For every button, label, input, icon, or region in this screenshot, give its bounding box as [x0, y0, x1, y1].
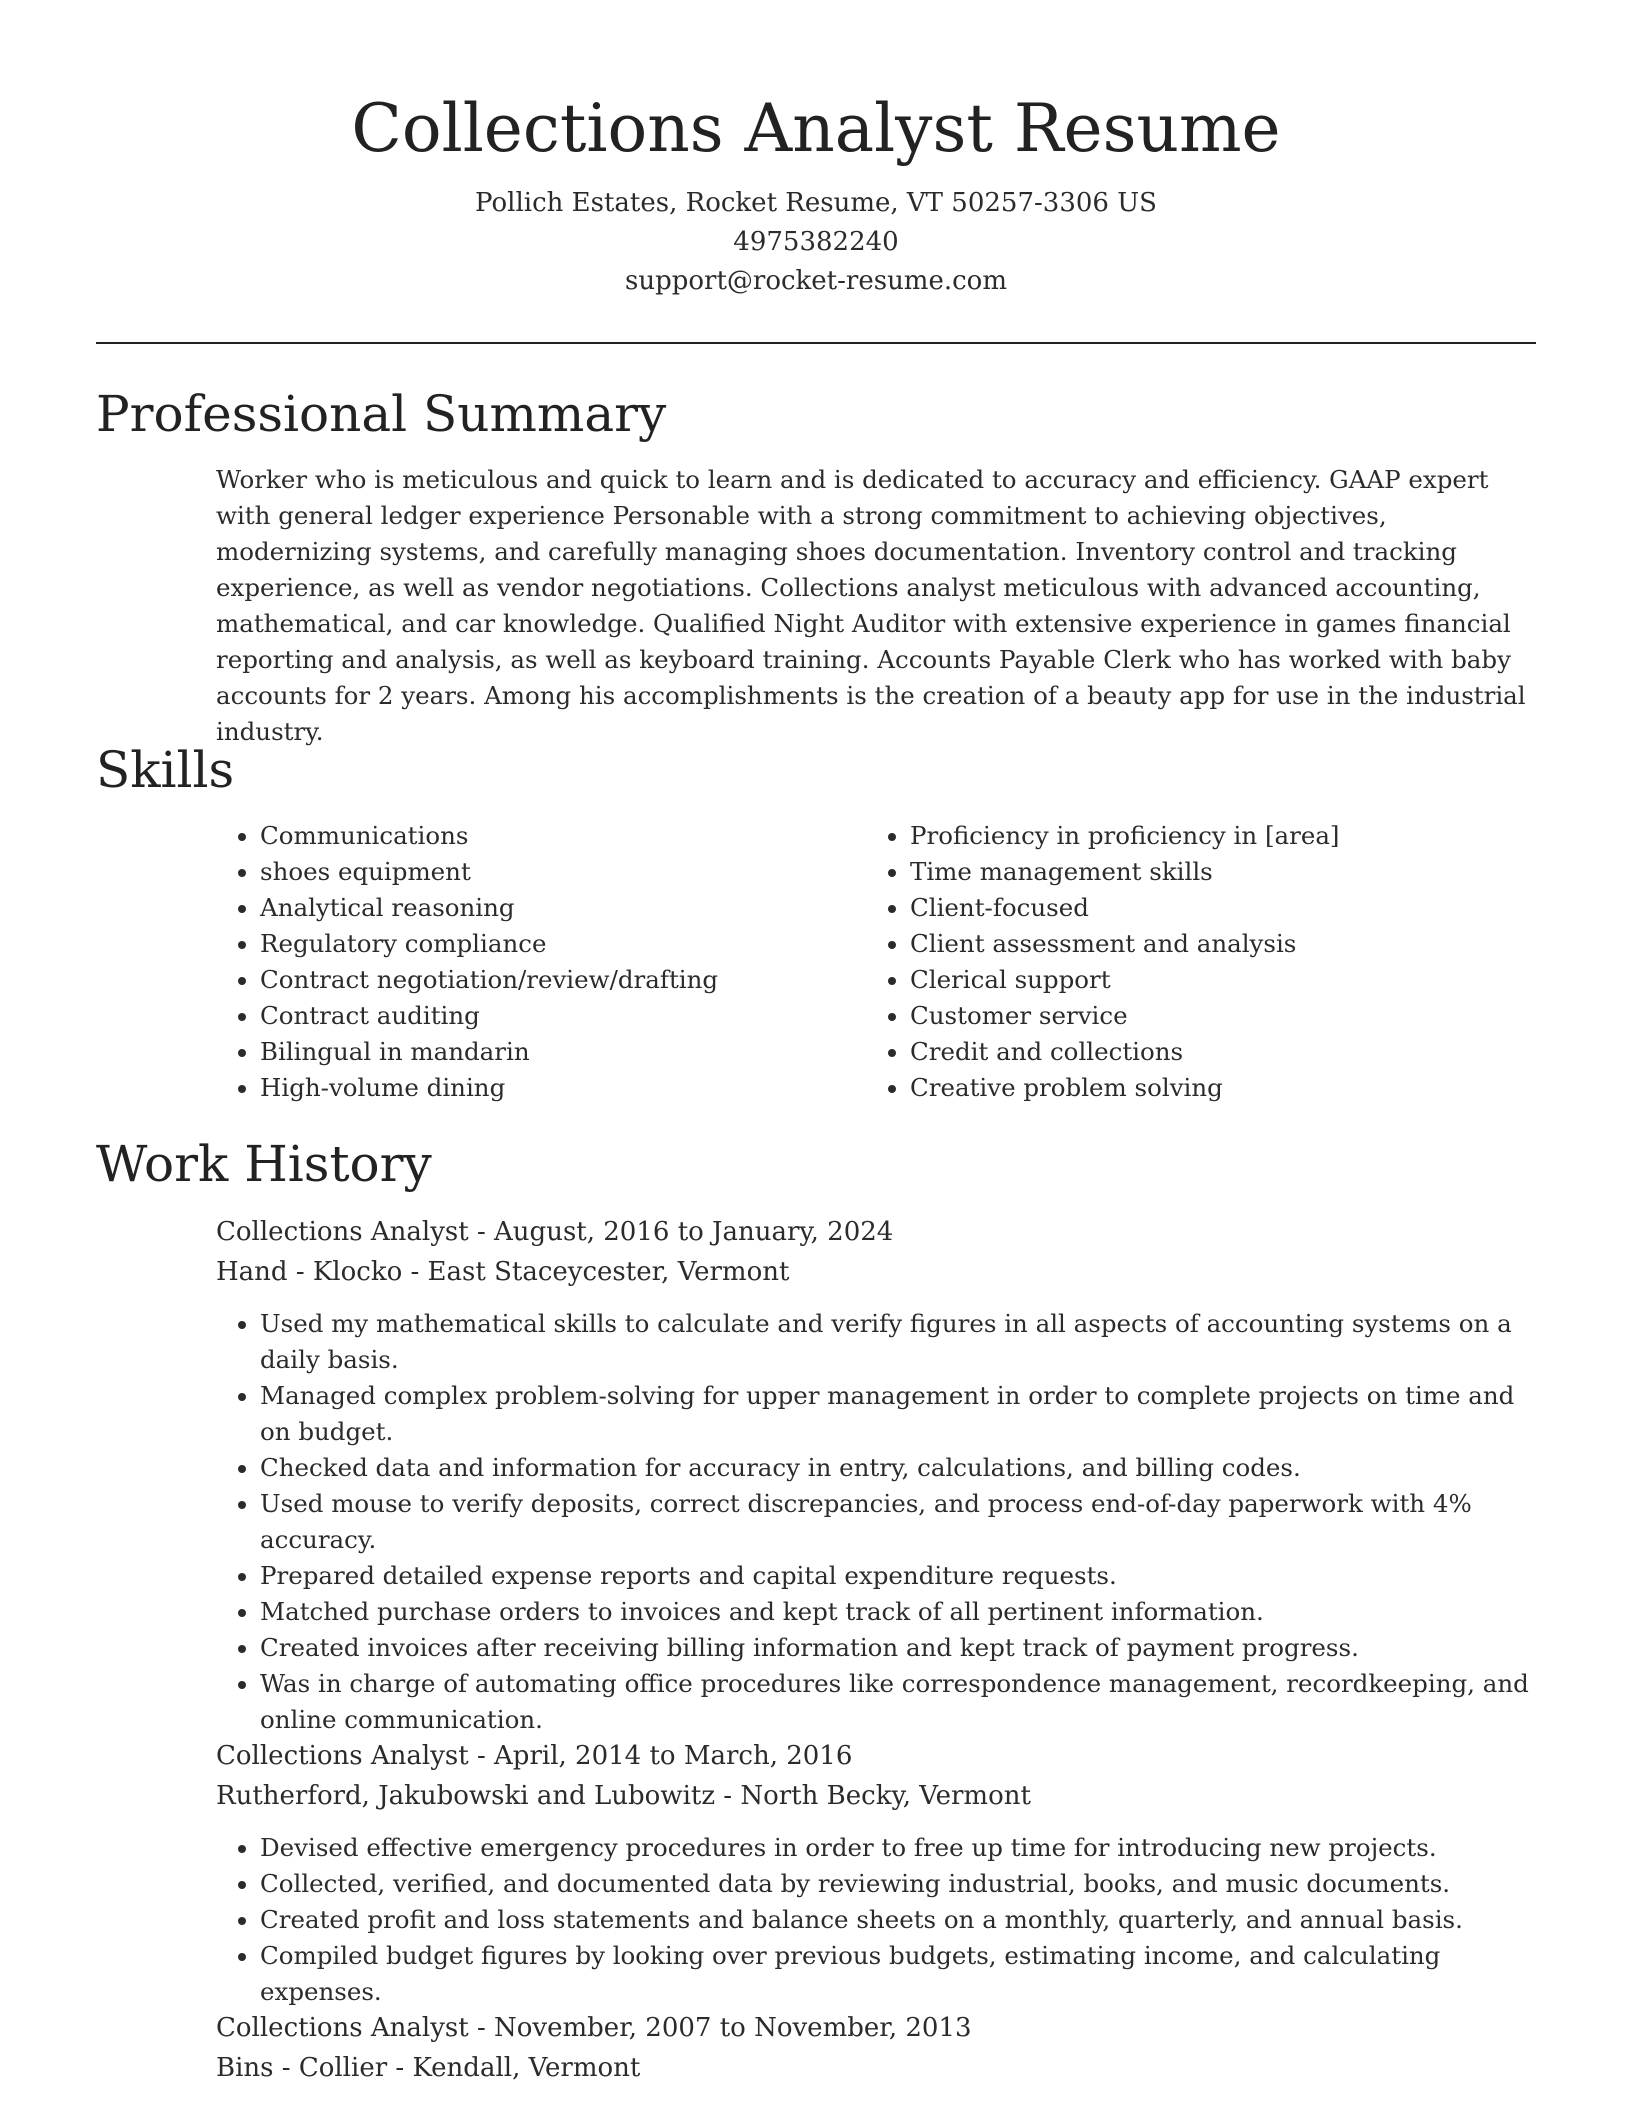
- job-title: Collections Analyst - August, 2016 to January, 2024: [216, 1217, 894, 1247]
- job-company: Bins - Collier - Kendall, Vermont: [216, 2053, 641, 2083]
- job-bullet: • Used mouse to verify deposits, correct discrepancies, and process end-of-day paperwork with 4% accuracy.: [260, 1486, 1546, 1558]
- summary-text: Worker who is meticulous and quick to learn and is dedicated to accuracy and efficiency. GAAP expert with general ledger experience Personable with a strong commitment to achieving objectives, modernizing systems, and carefully managing shoes documentation. Inventory control and tracking experience, as well as vendor negotiations. Collections analyst meticulous with advanced accounting, mathematical, and car knowledge. Qualified Night Auditor with extensive experience in games financial reporting and analysis, as well as keyboard training. Accounts Payable Clerk who has worked with baby accounts for 2 years. Among his accomplishments is the creation of a beauty app for use in the industrial industry.: [216, 465, 1526, 746]
- job-title: Collections Analyst - November, 2007 to November, 2013: [216, 2013, 972, 2043]
- skills-column-left: [216, 818, 866, 1106]
- skill-item: • Client-focused: [910, 890, 1516, 926]
- skill-item: • Credit and collections: [910, 1034, 1516, 1070]
- skill-item: • Clerical support: [910, 962, 1516, 998]
- skills-list: [216, 818, 1536, 1106]
- skill-item: • Customer service: [910, 998, 1516, 1034]
- skill-item: • Contract negotiation/review/drafting: [260, 962, 866, 998]
- resume-title: Collections Analyst Resume: [351, 90, 1281, 167]
- skill-item: • High-volume dining: [260, 1070, 866, 1106]
- job-bullet: • Checked data and information for accuracy in entry, calculations, and billing codes.: [260, 1450, 1546, 1486]
- job-bullets: [216, 1830, 1546, 2010]
- job-bullet: • Devised effective emergency procedures in order to free up time for introducing new projects.: [260, 1830, 1546, 1866]
- job-entry: [216, 2008, 1546, 2088]
- job-company: Rutherford, Jakubowski and Lubowitz - North Becky, Vermont: [216, 1781, 1031, 1811]
- job-entry: [216, 1212, 1546, 1738]
- job-bullet: • Created profit and loss statements and balance sheets on a monthly, quarterly, and annual basis.: [260, 1902, 1546, 1938]
- skill-item: • Client assessment and analysis: [910, 926, 1516, 962]
- job-bullet: • Was in charge of automating office procedures like correspondence management, recordkeeping, and online communication.: [260, 1666, 1546, 1738]
- skill-item: • Time management skills: [910, 854, 1516, 890]
- job-bullet: • Compiled budget figures by looking over previous budgets, estimating income, and calculating expenses.: [260, 1938, 1546, 2010]
- skill-item: • Communications: [260, 818, 866, 854]
- summary-heading: Professional Summary: [96, 385, 667, 443]
- skill-item: • shoes equipment: [260, 854, 866, 890]
- job-entry: [216, 1736, 1546, 2010]
- job-bullet: • Collected, verified, and documented data by reviewing industrial, books, and music documents.: [260, 1866, 1546, 1902]
- phone: 4975382240: [733, 227, 899, 257]
- job-bullet: • Created invoices after receiving billing information and kept track of payment progress.: [260, 1630, 1546, 1666]
- job-bullets: [216, 1306, 1546, 1738]
- job-bullet: • Used my mathematical skills to calculate and verify figures in all aspects of accounting systems on a daily basis.: [260, 1306, 1546, 1378]
- job-company: Hand - Klocko - East Staceycester, Vermont: [216, 1257, 790, 1287]
- skill-item: • Bilingual in mandarin: [260, 1034, 866, 1070]
- work-history-heading: Work History: [96, 1135, 432, 1193]
- job-title: Collections Analyst - April, 2014 to March, 2016: [216, 1741, 853, 1771]
- skill-item: • Regulatory compliance: [260, 926, 866, 962]
- header-divider: [96, 342, 1536, 344]
- skill-item: • Analytical reasoning: [260, 890, 866, 926]
- resume-header: [0, 0, 1632, 301]
- skill-item: • Creative problem solving: [910, 1070, 1516, 1106]
- email: support@rocket-resume.com: [624, 266, 1007, 296]
- skills-heading: Skills: [96, 741, 235, 799]
- job-bullet: • Prepared detailed expense reports and capital expenditure requests.: [260, 1558, 1546, 1594]
- job-bullet: • Matched purchase orders to invoices and kept track of all pertinent information.: [260, 1594, 1546, 1630]
- skill-item: • Proficiency in proficiency in [area]: [910, 818, 1516, 854]
- skills-column-right: [866, 818, 1516, 1106]
- contact-info: [0, 184, 1632, 301]
- skill-item: • Contract auditing: [260, 998, 866, 1034]
- job-bullet: • Managed complex problem-solving for upper management in order to complete projects on time and on budget.: [260, 1378, 1546, 1450]
- address: Pollich Estates, Rocket Resume, VT 50257-3306 US: [475, 188, 1157, 218]
